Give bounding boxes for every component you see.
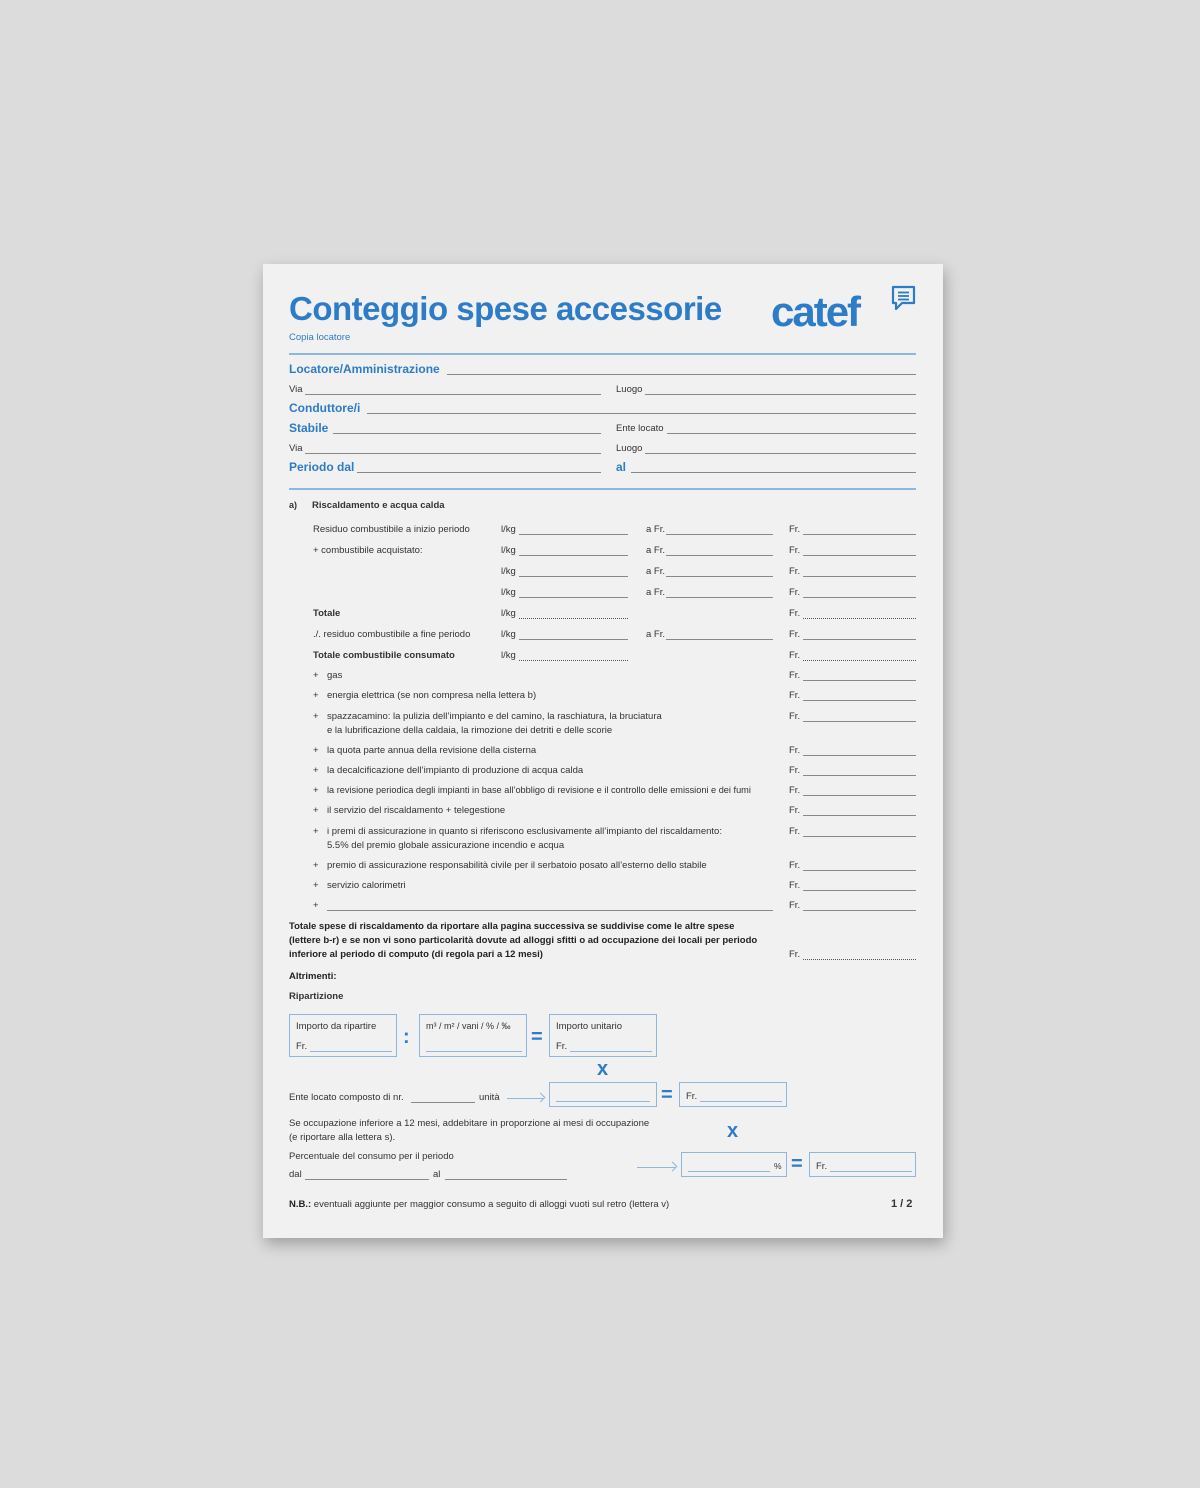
footnote-text: eventuali aggiunte per maggior consumo a seguito di alloggi vuoti sul retro (lettera v) — [311, 1199, 670, 1210]
price-field[interactable] — [666, 555, 773, 556]
a-fr-label: a Fr. — [646, 566, 666, 577]
cost-item-revisione: la revisione periodica degli impianti in base all’obbligo di revisione e il controllo delle emissioni e dei fumi — [327, 785, 751, 795]
luogo-label-2: Luogo — [616, 443, 643, 454]
conduttore-label: Conduttore/i — [289, 401, 361, 415]
percent-field[interactable] — [688, 1171, 770, 1172]
logo-text: catef — [771, 288, 860, 335]
locatore-field[interactable] — [447, 374, 916, 375]
fr-label: Fr. — [789, 690, 801, 701]
periodo-dal-label: Periodo dal — [289, 460, 355, 474]
fr-label: Fr. — [789, 608, 801, 619]
fr-label: Fr. — [789, 880, 801, 891]
qty-field[interactable] — [519, 597, 628, 598]
qty-field[interactable] — [519, 534, 628, 535]
footnote — [289, 1199, 669, 1210]
fr-label: Fr. — [789, 949, 801, 960]
totale-spese-line1: Totale spese di riscaldamento da riportare alla pagina successiva se suddivise come le altre spese — [289, 921, 735, 932]
periodo-al-label: al — [616, 460, 627, 474]
multiply-sign: x — [727, 1120, 739, 1142]
cost-item-energia: energia elettrica (se non compresa nella lettera b) — [327, 690, 537, 701]
arrow-icon — [637, 1167, 675, 1168]
fr-label: Fr. — [789, 826, 801, 837]
cost-item-servizio: il servizio del riscaldamento + telegestione — [327, 805, 506, 816]
document-page — [263, 264, 943, 1238]
ente-result-box[interactable] — [679, 1082, 787, 1107]
qty-total-field[interactable] — [519, 660, 628, 661]
amount-field[interactable] — [803, 890, 916, 891]
altrimenti-label: Altrimenti: — [289, 971, 337, 982]
fr-label: Fr. — [789, 805, 801, 816]
amount-field[interactable] — [803, 721, 916, 722]
price-field[interactable] — [666, 597, 773, 598]
periodo-dal-field[interactable] — [357, 472, 601, 473]
unit-label: l/kg — [501, 545, 516, 556]
page-number: 1 / 2 — [891, 1198, 913, 1210]
dal-field[interactable] — [305, 1179, 429, 1180]
speech-bubble-icon — [890, 284, 918, 314]
unit-label: l/kg — [501, 587, 516, 598]
fr-label: Fr. — [789, 629, 801, 640]
cost-item-assicurazione-line2: 5.5% del premio globale assicurazione incendio e acqua — [327, 840, 565, 851]
fr-label: Fr. — [789, 650, 801, 661]
amount-field[interactable] — [803, 597, 916, 598]
unit-options-label: m³ / m² / vani / % / ‰ — [426, 1021, 511, 1031]
qty-field[interactable] — [519, 555, 628, 556]
plus-sign: + — [313, 860, 319, 871]
amount-field[interactable] — [803, 700, 916, 701]
amount-field[interactable] — [803, 555, 916, 556]
fr-label: Fr. — [789, 566, 801, 577]
ente-composto-label: Ente locato composto di nr. — [289, 1092, 404, 1103]
a-fr-label: a Fr. — [646, 629, 666, 640]
fr-label: Fr. — [789, 900, 801, 911]
importo-box[interactable] — [289, 1014, 397, 1057]
via-label: Via — [289, 384, 303, 395]
arrow-icon — [507, 1098, 543, 1099]
fr-label: Fr. — [296, 1041, 308, 1052]
residuo-label: Residuo combustibile a inizio periodo — [313, 524, 470, 535]
amount-field[interactable] — [803, 836, 916, 837]
via-field-2[interactable] — [305, 453, 601, 454]
amount-total-field[interactable] — [803, 618, 916, 619]
plus-sign: + — [313, 785, 319, 796]
divide-sign: : — [403, 1026, 410, 1048]
luogo-label: Luogo — [616, 384, 643, 395]
luogo-field-2[interactable] — [645, 453, 916, 454]
section-rule — [289, 488, 916, 490]
ente-locato-field[interactable] — [667, 433, 916, 434]
amount-field[interactable] — [803, 815, 916, 816]
unit-field[interactable] — [426, 1051, 522, 1052]
unit-label: l/kg — [501, 608, 516, 619]
unit-label: l/kg — [501, 650, 516, 661]
qty-total-field[interactable] — [519, 618, 628, 619]
percent-result-field[interactable] — [830, 1171, 912, 1172]
residuo-fine-label: ./. residuo combustibile a fine periodo — [313, 629, 471, 640]
al-label: al — [433, 1169, 441, 1180]
cost-item-spazzacamino: spazzacamino: la pulizia dell’impianto e del camino, la raschiatura, la bruciatura — [327, 711, 662, 722]
fr-label: Fr. — [789, 587, 801, 598]
price-field[interactable] — [666, 534, 773, 535]
fr-label: Fr. — [789, 765, 801, 776]
importo-unitario-field[interactable] — [570, 1051, 652, 1052]
page-subtitle: Copia locatore — [289, 332, 351, 343]
occupazione-line1: Se occupazione inferiore a 12 mesi, addebitare in proporzione ai mesi di occupazione — [289, 1118, 650, 1129]
dal-label: dal — [289, 1169, 302, 1180]
plus-sign: + — [313, 805, 319, 816]
equals-sign: = — [531, 1026, 543, 1048]
unit-box[interactable] — [419, 1014, 527, 1057]
cost-item-responsabilita: premio di assicurazione responsabilità civile per il serbatoio posato all’esterno dello stabile — [327, 860, 707, 871]
luogo-field[interactable] — [645, 394, 916, 395]
importo-unitario-label: Importo unitario — [556, 1021, 623, 1032]
plus-sign: + — [313, 880, 319, 891]
amount-field[interactable] — [803, 755, 916, 756]
cost-item-assicurazione: i premi di assicurazione in quanto si riferiscono esclusivamente all’impianto del riscaldamento: — [327, 826, 722, 837]
fr-label: Fr. — [789, 670, 801, 681]
amount-field[interactable] — [803, 910, 916, 911]
cost-item-gas: gas — [327, 670, 343, 681]
qty-field[interactable] — [519, 639, 628, 640]
cost-item-calorimetri: servizio calorimetri — [327, 880, 406, 891]
percent-box[interactable] — [681, 1152, 787, 1177]
percent-result-box[interactable] — [809, 1152, 916, 1177]
footnote-bold: N.B.: — [289, 1199, 312, 1210]
importo-field[interactable] — [310, 1051, 392, 1052]
equals-sign: = — [791, 1153, 803, 1175]
conduttore-field[interactable] — [367, 413, 916, 414]
via-label-2: Via — [289, 443, 303, 454]
unita-label: unità — [479, 1092, 500, 1103]
amount-field[interactable] — [803, 576, 916, 577]
fr-label: Fr. — [816, 1161, 828, 1172]
page-title: Conteggio spese accessorie — [289, 290, 722, 327]
plus-sign: + — [313, 765, 319, 776]
ente-result-field[interactable] — [700, 1101, 782, 1102]
a-fr-label: a Fr. — [646, 524, 666, 535]
fr-label: Fr. — [789, 745, 801, 756]
acquistato-label: + combustibile acquistato: — [313, 545, 423, 556]
cost-item-spazzacamino-line2: e la lubrificazione della caldaia, la rimozione dei detriti e delle scorie — [327, 725, 613, 736]
fr-label: Fr. — [686, 1091, 698, 1102]
a-fr-label: a Fr. — [646, 545, 666, 556]
amount-total-field[interactable] — [803, 660, 916, 661]
amount-field[interactable] — [803, 534, 916, 535]
fr-label: Fr. — [789, 860, 801, 871]
catef-logo — [771, 284, 921, 334]
header-rule — [289, 353, 916, 355]
unit-label: l/kg — [501, 524, 516, 535]
qty-field[interactable] — [519, 576, 628, 577]
a-fr-label: a Fr. — [646, 587, 666, 598]
fr-label: Fr. — [789, 524, 801, 535]
periodo-al-field[interactable] — [631, 472, 916, 473]
unit-label: l/kg — [501, 629, 516, 640]
price-field[interactable] — [666, 576, 773, 577]
fr-label: Fr. — [789, 785, 801, 796]
ripartizione-label: Ripartizione — [289, 991, 344, 1002]
importo-unitario-box[interactable] — [549, 1014, 657, 1057]
via-field[interactable] — [305, 394, 601, 395]
totale-spese-line2: (lettere b-r) e se non vi sono particolarità dovute ad alloggi sfitti o ad occupazione dei locali per periodo — [289, 935, 758, 946]
plus-sign: + — [313, 900, 319, 911]
stabile-label: Stabile — [289, 421, 329, 435]
amount-field[interactable] — [803, 775, 916, 776]
unit-result-box[interactable] — [549, 1082, 657, 1107]
equals-sign: = — [661, 1084, 673, 1106]
amount-field[interactable] — [803, 639, 916, 640]
stabile-field[interactable] — [333, 433, 601, 434]
section-letter: a) — [289, 500, 298, 510]
locatore-label: Locatore/Amministrazione — [289, 362, 440, 376]
cost-item-cisterna: la quota parte annua della revisione della cisterna — [327, 745, 537, 756]
unit-label: l/kg — [501, 566, 516, 577]
plus-sign: + — [313, 745, 319, 756]
percentuale-label: Percentuale del consumo per il periodo — [289, 1151, 454, 1162]
price-field[interactable] — [666, 639, 773, 640]
importo-label: Importo da ripartire — [296, 1021, 377, 1032]
ente-locato-label: Ente locato — [616, 423, 664, 434]
totale-consumato-label: Totale combustibile consumato — [313, 650, 455, 661]
plus-sign: + — [313, 711, 319, 722]
totale-spese-field[interactable] — [803, 959, 916, 960]
fr-label: Fr. — [789, 545, 801, 556]
fr-label: Fr. — [556, 1041, 568, 1052]
ente-nr-field[interactable] — [411, 1102, 475, 1103]
plus-sign: + — [313, 670, 319, 681]
amount-field[interactable] — [803, 870, 916, 871]
other-item-field[interactable] — [327, 910, 773, 911]
plus-sign: + — [313, 690, 319, 701]
unit-result-field[interactable] — [556, 1101, 650, 1102]
percent-sign: % — [774, 1161, 782, 1171]
fr-label: Fr. — [789, 711, 801, 722]
occupazione-line2: (e riportare alla lettera s). — [289, 1132, 396, 1143]
multiply-sign: x — [597, 1058, 609, 1080]
amount-field[interactable] — [803, 795, 916, 796]
al-field[interactable] — [445, 1179, 567, 1180]
section-title: Riscaldamento e acqua calda — [312, 500, 445, 511]
cost-item-decalcificazione: la decalcificazione dell’impianto di produzione di acqua calda — [327, 765, 584, 776]
totale-label: Totale — [313, 608, 341, 619]
totale-spese-line3: inferiore al periodo di computo (di regola pari a 12 mesi) — [289, 949, 543, 960]
amount-field[interactable] — [803, 680, 916, 681]
plus-sign: + — [313, 826, 319, 837]
